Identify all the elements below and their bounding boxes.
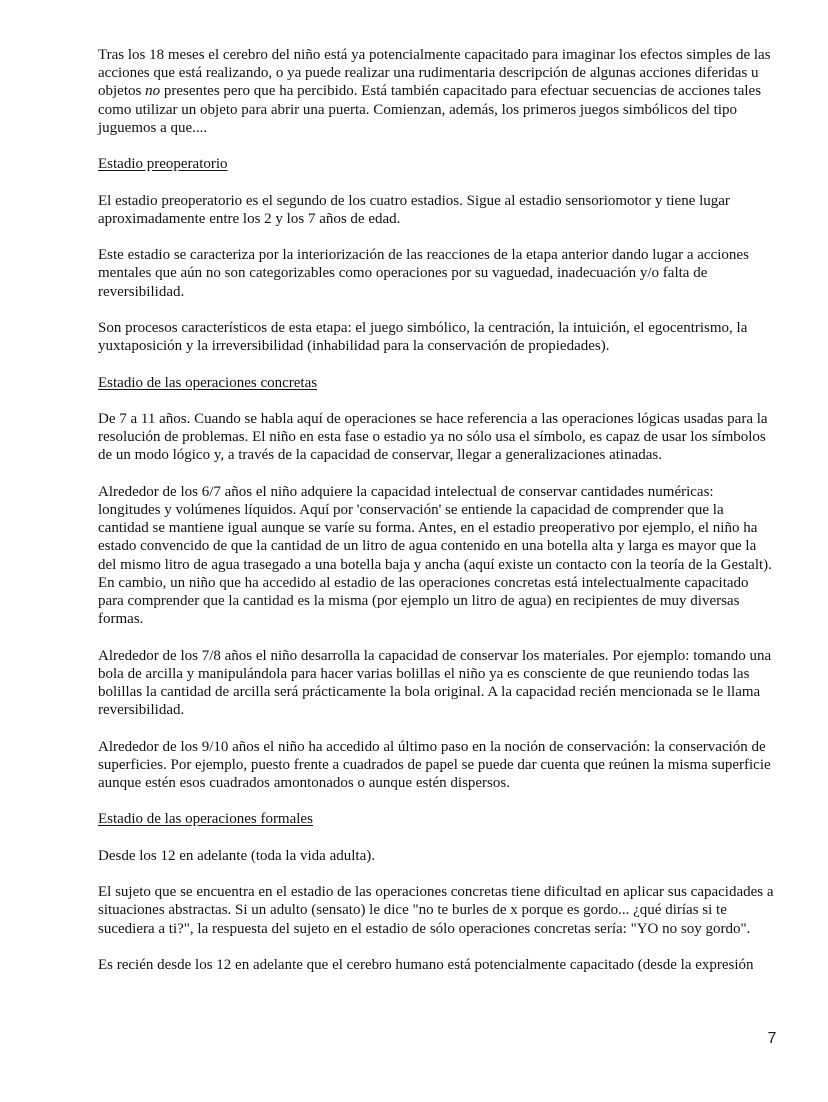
text-run: presentes pero que ha percibido. Está también capacitado para efectuar secuencias de acciones tales como utilizar un objeto para abrir una puerta. Comienzan, además, los primeros juegos simbólicos del tipo juguemos a que....	[98, 83, 762, 136]
paragraph: Alrededor de los 9/10 años el niño ha accedido al último paso en la noción de conservación: la conservación de superficies. Por ejemplo, puesto frente a cuadrados de papel se puede dar cuenta que reúnen la misma superficie aunque estén esos cuadrados amontonados o aunque estén dispersos.	[98, 738, 771, 791]
page-number: 7	[767, 1030, 777, 1047]
section-heading: Estadio de las operaciones concretas	[98, 374, 318, 391]
paragraph: Es recién desde los 12 en adelante que el cerebro humano está potencialmente capacitado (desde la expresión	[98, 956, 754, 973]
section-heading: Estadio de las operaciones formales	[98, 811, 313, 828]
paragraph: Son procesos característicos de esta etapa: el juego simbólico, la centración, la intuición, el egocentrismo, la yuxtaposición y la irreversibilidad (inhabilidad para la conservación de propiedades).	[98, 319, 748, 355]
paragraph: Alrededor de los 6/7 años el niño adquiere la capacidad intelectual de conservar cantidades numéricas: longitudes y volúmenes líquidos. Aquí por 'conservación' se entiende la capacidad de comprender que la cantidad se mantiene igual aunque se varíe su forma. Antes, en el estadio preoperativo por ejemplo, el niño ha estado convencido de que la cantidad de un litro de agua contenido en una botella alta y larga es mayor que la del mismo litro de agua trasegado a una botella baja y ancha (aquí existe un contacto con la teoría de la Gestalt). En cambio, un niño que ha accedido al estadio de las operaciones concretas está intelectualmente capacitado para comprender que la cantidad es la misma (por ejemplo un litro de agua) en recipientes de muy diversas formas.	[98, 483, 772, 628]
paragraph: El estadio preoperatorio es el segundo de los cuatro estadios. Sigue al estadio sensoriomotor y tiene lugar aproximadamente entre los 2 y los 7 años de edad.	[98, 192, 730, 227]
paragraph: Desde los 12 en adelante (toda la vida adulta).	[98, 847, 375, 864]
paragraph: Alrededor de los 7/8 años el niño desarrolla la capacidad de conservar los materiales. Por ejemplo: tomando una bola de arcilla y manipulándola para hacer varias bolillas el niño ya es consciente de que reuniendo todas las bolillas la cantidad de arcilla será prácticamente la bola original. A la capacidad recién mencionada se le llama reversibilidad.	[98, 647, 772, 719]
text-run: Tras los 18 meses el cerebro del niño está ya potencialmente capacitado para imaginar los efectos simples de las acciones que está realizando, o ya puede realizar una rudimentaria descripción de algunas acciones diferidas u objetos	[98, 47, 771, 100]
paragraph	[98, 46, 777, 137]
document-body	[98, 46, 777, 992]
italic-text-run: no	[145, 83, 161, 100]
paragraph: El sujeto que se encuentra en el estadio de las operaciones concretas tiene dificultad en aplicar sus capacidades a situaciones abstractas. Si un adulto (sensato) le dice "no te burles de x porque es gordo... ¿qué dirías si te sucediera a ti?", la respuesta del sujeto en el estadio de sólo operaciones concretas sería: "YO no soy gordo".	[98, 884, 774, 937]
paragraph: Este estadio se caracteriza por la interiorización de las reacciones de la etapa anterior dando lugar a acciones mentales que aún no son categorizables como operaciones por su vaguedad, inadecuación y/o falta de reversibilidad.	[98, 247, 749, 300]
paragraph: De 7 a 11 años. Cuando se habla aquí de operaciones se hace referencia a las operaciones lógicas usadas para la resolución de problemas. El niño en esta fase o estadio ya no sólo usa el símbolo, es capaz de usar los símbolos de un modo lógico y, a través de la capacidad de conservar, llegar a generalizaciones atinadas.	[98, 410, 768, 464]
section-heading: Estadio preoperatorio	[98, 156, 228, 173]
